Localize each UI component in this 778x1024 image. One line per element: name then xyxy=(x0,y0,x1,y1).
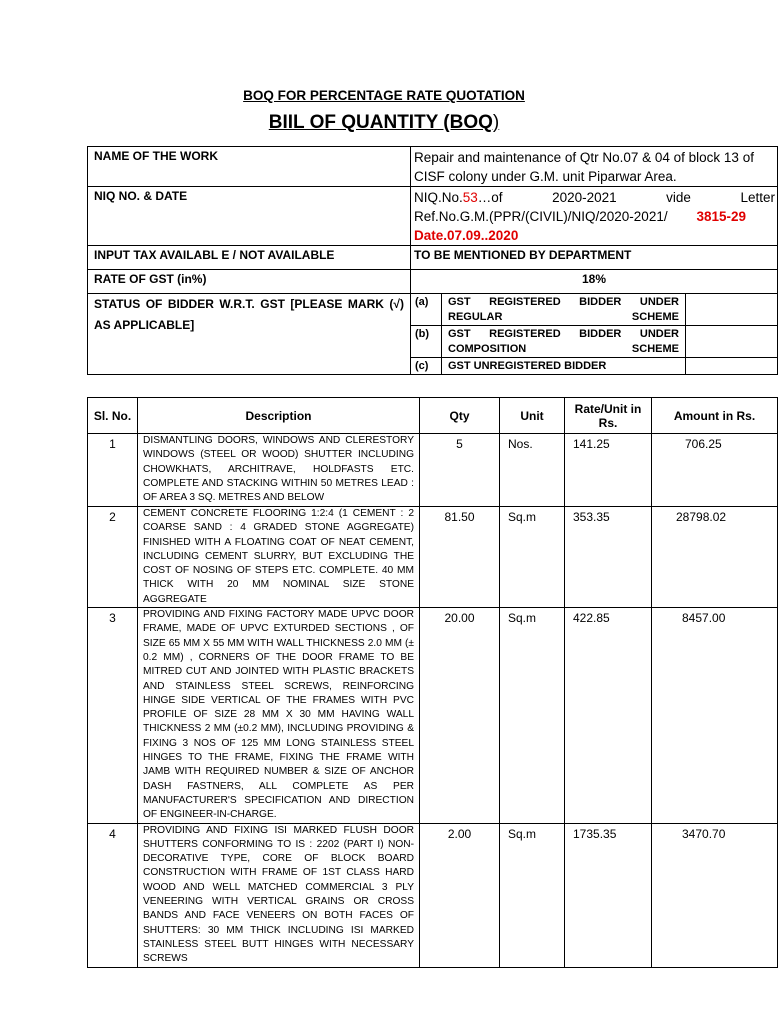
amount-cell: 706.25 xyxy=(652,434,778,507)
amount-cell: 8457.00 xyxy=(652,608,778,823)
amount-cell: 28798.02 xyxy=(652,507,778,608)
sl-cell: 1 xyxy=(88,434,138,507)
col-header-description: Description xyxy=(138,398,420,434)
description-cell: PROVIDING AND FIXING ISI MARKED FLUSH DOOR SHUTTERS CONFORMING TO IS : 2202 (PART I) NON-DECORATIVE TYPE, CORE OF BLOCK BOARD CONSTRUCTION WITH FRAME OF 1ST CLASS HARD WOOD AND WELL MATCHED COMMERCIAL 3 PLY VENEERING WITH VERTICAL GRAINS OR CROSS BANDS AND FACE VENEERS ON BOTH FACES OF SHUTTERS: 30 MM THICK INCLUDING ISI MARKED STAINLESS STEEL BUTT HINGES WITH NECESSARY SCREWS xyxy=(138,823,420,967)
option-a-text: GST REGISTERED BIDDER UNDER REGULAR SCHEME xyxy=(442,294,686,326)
option-c-mark-cell[interactable] xyxy=(686,358,778,375)
work-info-table xyxy=(87,146,778,375)
sl-cell: 4 xyxy=(88,823,138,967)
description-cell: CEMENT CONCRETE FLOORING 1:2:4 (1 CEMENT : 2 COARSE SAND : 4 GRADED STONE AGGREGATE) FINISHED WITH A FLOATING COAT OF NEAT CEMENT, INCLUDING CEMENT SLURRY, BUT EXCLUDING THE COST OF NOSING OF STEPS ETC. COMPLETE. 40 MM THICK WITH 20 MM NOMINAL SIZE STONE AGGREGATE xyxy=(138,507,420,608)
description-cell: DISMANTLING DOORS, WINDOWS AND CLERESTORY WINDOWS (STEEL OR WOOD) SHUTTER INCLUDING CHOWKHATS, ARCHITRAVE, HOLDFASTS ETC. COMPLETE AND STACKING WITHIN 50 METRES LEAD : OF AREA 3 SQ. METRES AND BELOW xyxy=(138,434,420,507)
doc-title: BOQ FOR PERCENTAGE RATE QUOTATION xyxy=(243,88,525,103)
gst-rate-value: 18% xyxy=(411,270,778,294)
sl-cell: 2 xyxy=(88,507,138,608)
unit-cell: Sq.m xyxy=(500,608,565,823)
table-row xyxy=(88,507,778,608)
qty-cell: 5 xyxy=(420,434,500,507)
option-c-text: GST UNREGISTERED BIDDER xyxy=(442,358,686,375)
option-a-mark-cell[interactable] xyxy=(686,294,778,326)
work-name-value: Repair and maintenance of Qtr No.07 & 04 of block 13 of CISF colony under G.M. unit Piparwar Area. xyxy=(411,147,778,187)
gst-rate-label: RATE OF GST (in%) xyxy=(88,270,411,294)
option-b-key: (b) xyxy=(411,326,442,358)
qty-cell: 81.50 xyxy=(420,507,500,608)
boq-table xyxy=(87,397,778,968)
unit-cell: Sq.m xyxy=(500,507,565,608)
table-row xyxy=(88,823,778,967)
col-header-qty: Qty xyxy=(420,398,500,434)
col-header-unit: Unit xyxy=(500,398,565,434)
rate-cell: 1735.35 xyxy=(565,823,652,967)
niq-value: NIQ.No.53…of 2020-2021 vide Letter Ref.No.G.M.(PPR/(CIVIL)/NIQ/2020-2021/ 3815-29 Date.07.09..2020 xyxy=(411,187,778,246)
qty-cell: 2.00 xyxy=(420,823,500,967)
col-header-amount: Amount in Rs. xyxy=(652,398,778,434)
col-header-sl: Sl. No. xyxy=(88,398,138,434)
amount-cell: 3470.70 xyxy=(652,823,778,967)
option-a-key: (a) xyxy=(411,294,442,326)
option-b-mark-cell[interactable] xyxy=(686,326,778,358)
tax-value: TO BE MENTIONED BY DEPARTMENT xyxy=(411,246,778,270)
description-cell: PROVIDING AND FIXING FACTORY MADE UPVC DOOR FRAME, MADE OF UPVC EXTURDED SECTIONS , OF SIZE 65 MM X 55 MM WITH WALL THICKNESS 2.0 MM (± 0.2 MM) , CORNERS OF THE DOOR FRAME TO BE MITRED CUT AND JOINTED WITH PLASTIC BRACKETS AND STAINLESS STEEL SCREWS, REINFORCING HINGE SIDE VERTICAL OF THE FRAMES WITH PVC PROFILE OF SIZE 28 MM X 30 MM HAVING WALL THICKNESS 2 MM (±0.2 MM), INCLUDING PROVIDING & FIXING 3 NOS OF 125 MM LONG STAINLESS STEEL HINGES TO THE FRAME, FIXING THE FRAME WITH JAMB WITH REQUIRED NUMBER & SIZE OF ANCHOR DASH FASTNERS, ALL COMPLETE AS PER MANUFACTURER'S SPECIFICATION AND DIRECTION OF ENGINEER-IN-CHARGE. xyxy=(138,608,420,823)
option-c-key: (c) xyxy=(411,358,442,375)
work-name-label: NAME OF THE WORK xyxy=(88,147,411,187)
tax-label: INPUT TAX AVAILABL E / NOT AVAILABLE xyxy=(88,246,411,270)
sl-cell: 3 xyxy=(88,608,138,823)
rate-cell: 141.25 xyxy=(565,434,652,507)
bidder-status-label: STATUS OF BIDDER W.R.T. GST [PLEASE MARK (√) AS APPLICABLE] xyxy=(88,294,411,375)
rate-cell: 353.35 xyxy=(565,507,652,608)
qty-cell: 20.00 xyxy=(420,608,500,823)
table-row xyxy=(88,608,778,823)
niq-label: NIQ NO. & DATE xyxy=(88,187,411,246)
col-header-rate: Rate/Unit in Rs. xyxy=(565,398,652,434)
rate-cell: 422.85 xyxy=(565,608,652,823)
unit-cell: Nos. xyxy=(500,434,565,507)
table-row xyxy=(88,434,778,507)
option-b-text: GST REGISTERED BIDDER UNDER COMPOSITION SCHEME xyxy=(442,326,686,358)
unit-cell: Sq.m xyxy=(500,823,565,967)
doc-subtitle: BIIL OF QUANTITY (BOQ) xyxy=(268,112,500,133)
